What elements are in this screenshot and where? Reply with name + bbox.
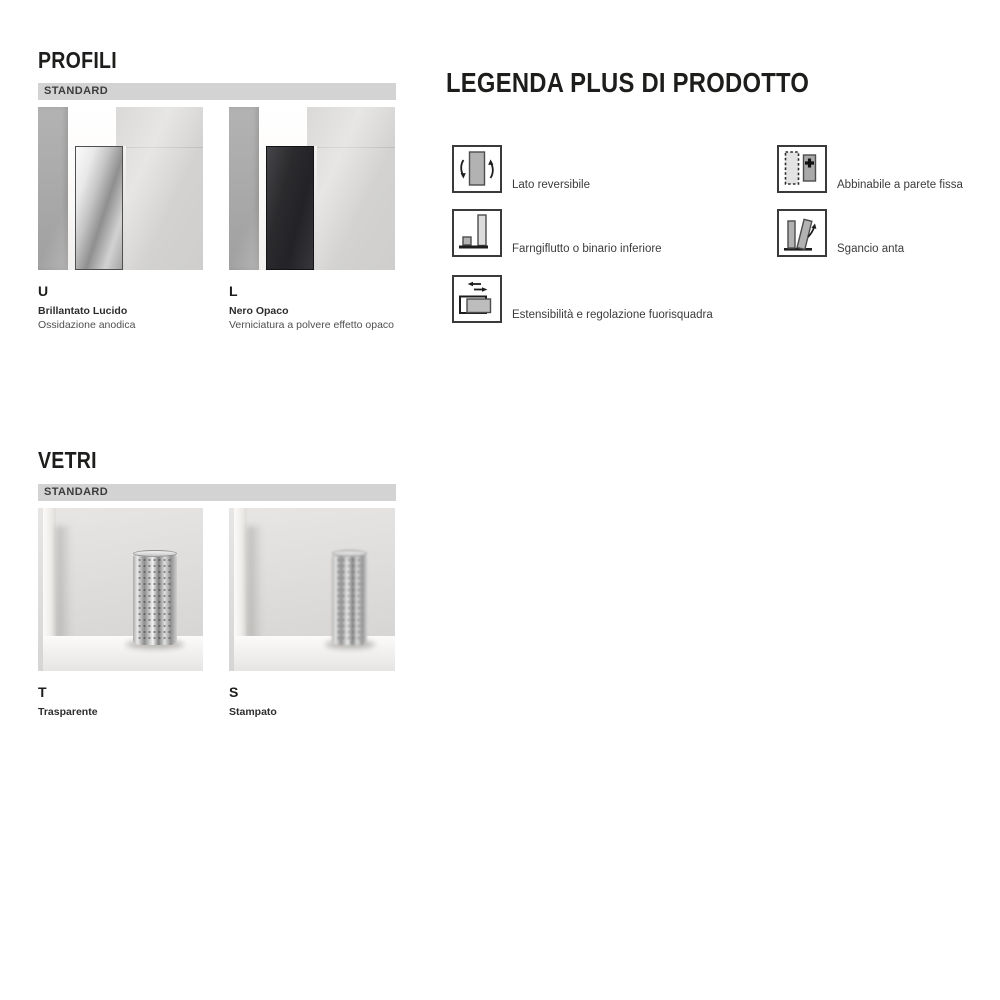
glass-code: S [229, 684, 239, 700]
profili-standard-band [38, 83, 396, 100]
profili-section-title: PROFILI [38, 47, 117, 73]
glass-photo-transparent [38, 508, 203, 671]
extensibility-icon [452, 275, 502, 323]
profile-code: U [38, 283, 49, 299]
black-profile-bar [266, 146, 314, 270]
chrome-profile-bar [75, 146, 123, 270]
profile-code: L [229, 283, 238, 299]
legend-item-sgancio-anta [777, 209, 904, 257]
corner-shadow [247, 526, 263, 640]
glass-name: Stampato [229, 706, 277, 718]
glass-t-label-block [38, 684, 218, 720]
legend-item-label: Farngiflutto o binario inferiore [512, 243, 662, 255]
profile-u-label-block [38, 283, 218, 331]
white-frame-vertical [43, 508, 56, 639]
reversible-side-icon [452, 145, 502, 193]
door-release-icon [777, 209, 827, 257]
legend-item-binario-inferiore [452, 209, 662, 257]
perforated-cylinder-blurred [332, 553, 367, 645]
white-frame-vertical [234, 508, 247, 639]
legend-item-estensibilita [452, 275, 713, 323]
profile-description: Ossidazione anodica [38, 319, 136, 331]
vetri-standard-band [38, 484, 396, 501]
legend-item-label: Lato reversibile [512, 179, 590, 191]
legend-item-lato-reversibile [452, 145, 590, 193]
glass-name: Trasparente [38, 706, 98, 718]
profile-edge-highlight [123, 146, 126, 270]
vetri-section-title: VETRI [38, 447, 97, 473]
profile-photo-black [229, 107, 395, 270]
profile-edge-highlight [314, 146, 317, 270]
profile-l-label-block [229, 283, 409, 331]
glass-code: T [38, 684, 47, 700]
profile-photo-chrome [38, 107, 203, 270]
corner-shadow [56, 526, 72, 640]
legend-item-label: Estensibilità e regolazione fuorisquadra [512, 309, 713, 321]
legend-title: LEGENDA PLUS DI PRODOTTO [446, 67, 810, 98]
glass-photo-printed [229, 508, 395, 671]
profili-standard-band-label: STANDARD [44, 85, 109, 97]
legend-item-label: Sgancio anta [837, 243, 905, 255]
fixed-wall-icon [777, 145, 827, 193]
legend-item-label: Abbinabile a parete fissa [837, 179, 963, 191]
profile-name: Nero Opaco [229, 305, 289, 317]
profile-description: Verniciatura a polvere effetto opaco [229, 319, 395, 331]
perforated-cylinder [133, 553, 177, 645]
legend-item-parete-fissa [777, 145, 963, 193]
profile-name: Brillantato Lucido [38, 305, 128, 317]
bottom-rail-icon [452, 209, 502, 257]
vetri-standard-band-label: STANDARD [44, 486, 109, 498]
glass-s-label-block [229, 684, 409, 720]
